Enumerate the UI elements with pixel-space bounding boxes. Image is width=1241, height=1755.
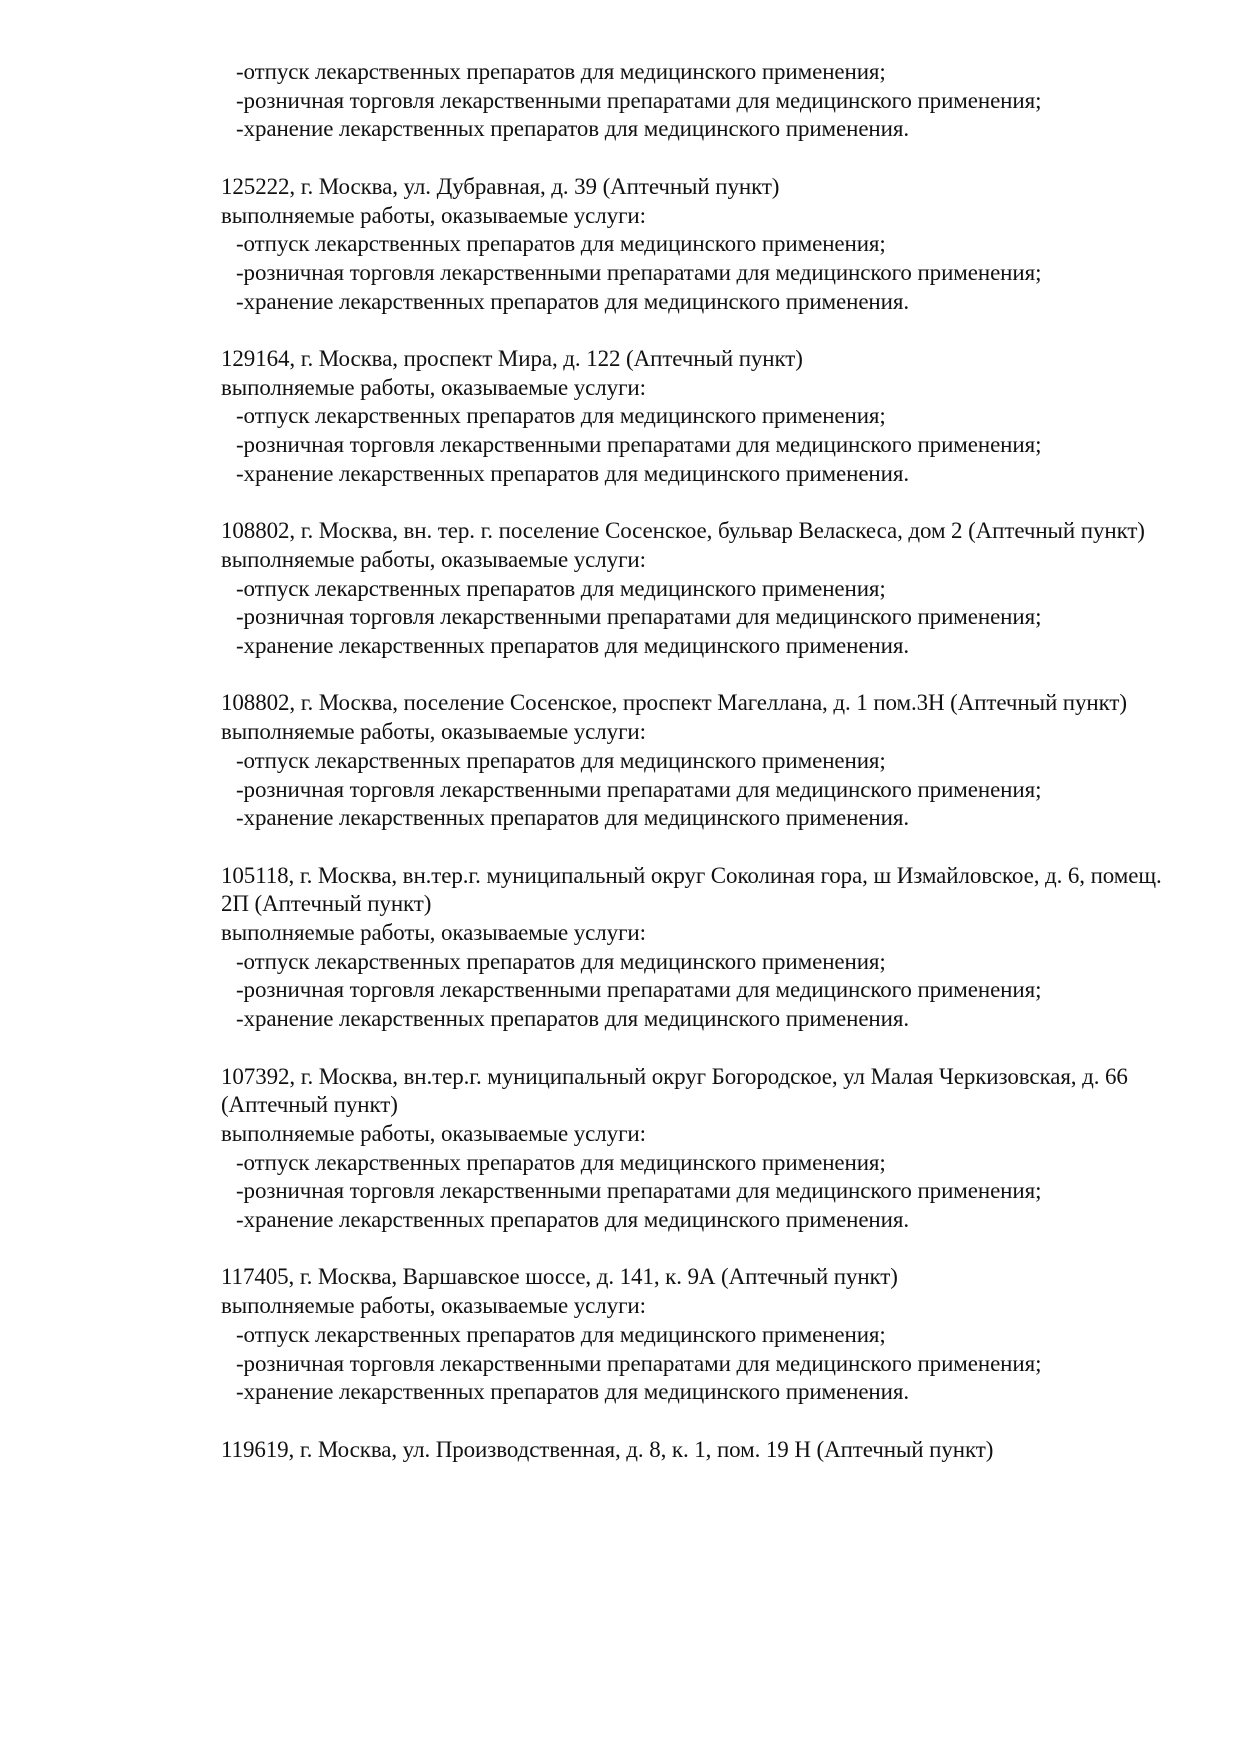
service-item: -отпуск лекарственных препаратов для медицинского применения; <box>236 231 886 257</box>
pharmacy-address: 125222, г. Москва, ул. Дубравная, д. 39 (Аптечный пункт) <box>221 173 780 199</box>
service-item: -отпуск лекарственных препаратов для медицинского применения; <box>236 747 886 773</box>
pharmacy-entry <box>221 345 1181 489</box>
service-item: -хранение лекарственных препаратов для медицинского применения. <box>236 460 909 486</box>
pharmacy-entry <box>221 689 1181 833</box>
pharmacy-address: 119619, г. Москва, ул. Производственная, д. 8, к. 1, пом. 19 Н (Аптечный пункт) <box>221 1436 994 1462</box>
pharmacy-entry <box>221 862 1181 1034</box>
service-item: -розничная торговля лекарственными препаратами для медицинского применения; <box>236 1350 1042 1376</box>
service-item: -хранение лекарственных препаратов для медицинского применения. <box>236 1207 909 1233</box>
pharmacy-entry <box>221 1436 1181 1465</box>
services-heading: выполняемые работы, оказываемые услуги: <box>221 1120 646 1146</box>
service-item: -отпуск лекарственных препаратов для медицинского применения; <box>236 403 886 429</box>
service-item: -розничная торговля лекарственными препаратами для медицинского применения; <box>236 977 1042 1003</box>
service-item: -отпуск лекарственных препаратов для медицинского применения; <box>236 575 886 601</box>
pharmacy-address: 107392, г. Москва, вн.тер.г. муниципальный округ Богородское, ул Малая Черкизовская, д. 66 (Аптечный пункт) <box>221 1063 1128 1118</box>
pharmacy-address: 129164, г. Москва, проспект Мира, д. 122 (Аптечный пункт) <box>221 346 803 371</box>
pharmacy-address: 105118, г. Москва, вн.тер.г. муниципальный округ Соколиная гора, ш Измайловское, д. 6, помещ. 2П (Аптечный пункт) <box>221 862 1162 917</box>
services-heading: выполняемые работы, оказываемые услуги: <box>221 920 646 946</box>
pharmacy-address: 117405, г. Москва, Варшавское шоссе, д. 141, к. 9А (Аптечный пункт) <box>221 1264 898 1290</box>
pharmacy-entry <box>221 1063 1181 1235</box>
services-heading: выполняемые работы, оказываемые услуги: <box>221 202 646 228</box>
service-item: -отпуск лекарственных препаратов для медицинского применения; <box>236 948 886 974</box>
pharmacy-entry <box>221 173 1181 317</box>
service-item: -розничная торговля лекарственными препаратами для медицинского применения; <box>236 259 1042 285</box>
service-item: -хранение лекарственных препаратов для медицинского применения. <box>236 633 909 659</box>
pharmacy-entry <box>221 1263 1181 1407</box>
pharmacy-address: 108802, г. Москва, поселение Сосенское, проспект Магеллана, д. 1 пом.3Н (Аптечный пункт) <box>221 690 1127 716</box>
services-heading: выполняемые работы, оказываемые услуги: <box>221 1293 646 1319</box>
services-heading: выполняемые работы, оказываемые услуги: <box>221 546 646 572</box>
pharmacy-address: 108802, г. Москва, вн. тер. г. поселение Сосенское, бульвар Веласкеса, дом 2 (Аптечный пункт) <box>221 518 1145 544</box>
service-item: -отпуск лекарственных препаратов для медицинского применения; <box>236 1321 886 1347</box>
service-item: -розничная торговля лекарственными препаратами для медицинского применения; <box>236 432 1042 458</box>
service-item: -хранение лекарственных препаратов для медицинского применения. <box>236 288 909 314</box>
pharmacy-entry <box>221 517 1181 661</box>
service-item: -хранение лекарственных препаратов для медицинского применения. <box>236 116 909 142</box>
service-item: -розничная торговля лекарственными препаратами для медицинского применения; <box>236 604 1042 630</box>
service-item: -отпуск лекарственных препаратов для медицинского применения; <box>236 59 886 84</box>
services-heading: выполняемые работы, оказываемые услуги: <box>221 719 646 745</box>
service-item: -розничная торговля лекарственными препаратами для медицинского применения; <box>236 1178 1042 1204</box>
service-item: -хранение лекарственных препаратов для медицинского применения. <box>236 1006 909 1032</box>
service-item: -розничная торговля лекарственными препаратами для медицинского применения; <box>236 776 1042 802</box>
service-item: -розничная торговля лекарственными препаратами для медицинского применения; <box>236 87 1042 113</box>
leading-services-list <box>221 58 1181 144</box>
service-item: -хранение лекарственных препаратов для медицинского применения. <box>236 1379 909 1405</box>
services-heading: выполняемые работы, оказываемые услуги: <box>221 374 646 400</box>
document-page <box>221 58 1181 1464</box>
service-item: -отпуск лекарственных препаратов для медицинского применения; <box>236 1149 886 1175</box>
service-item: -хранение лекарственных препаратов для медицинского применения. <box>236 805 909 831</box>
